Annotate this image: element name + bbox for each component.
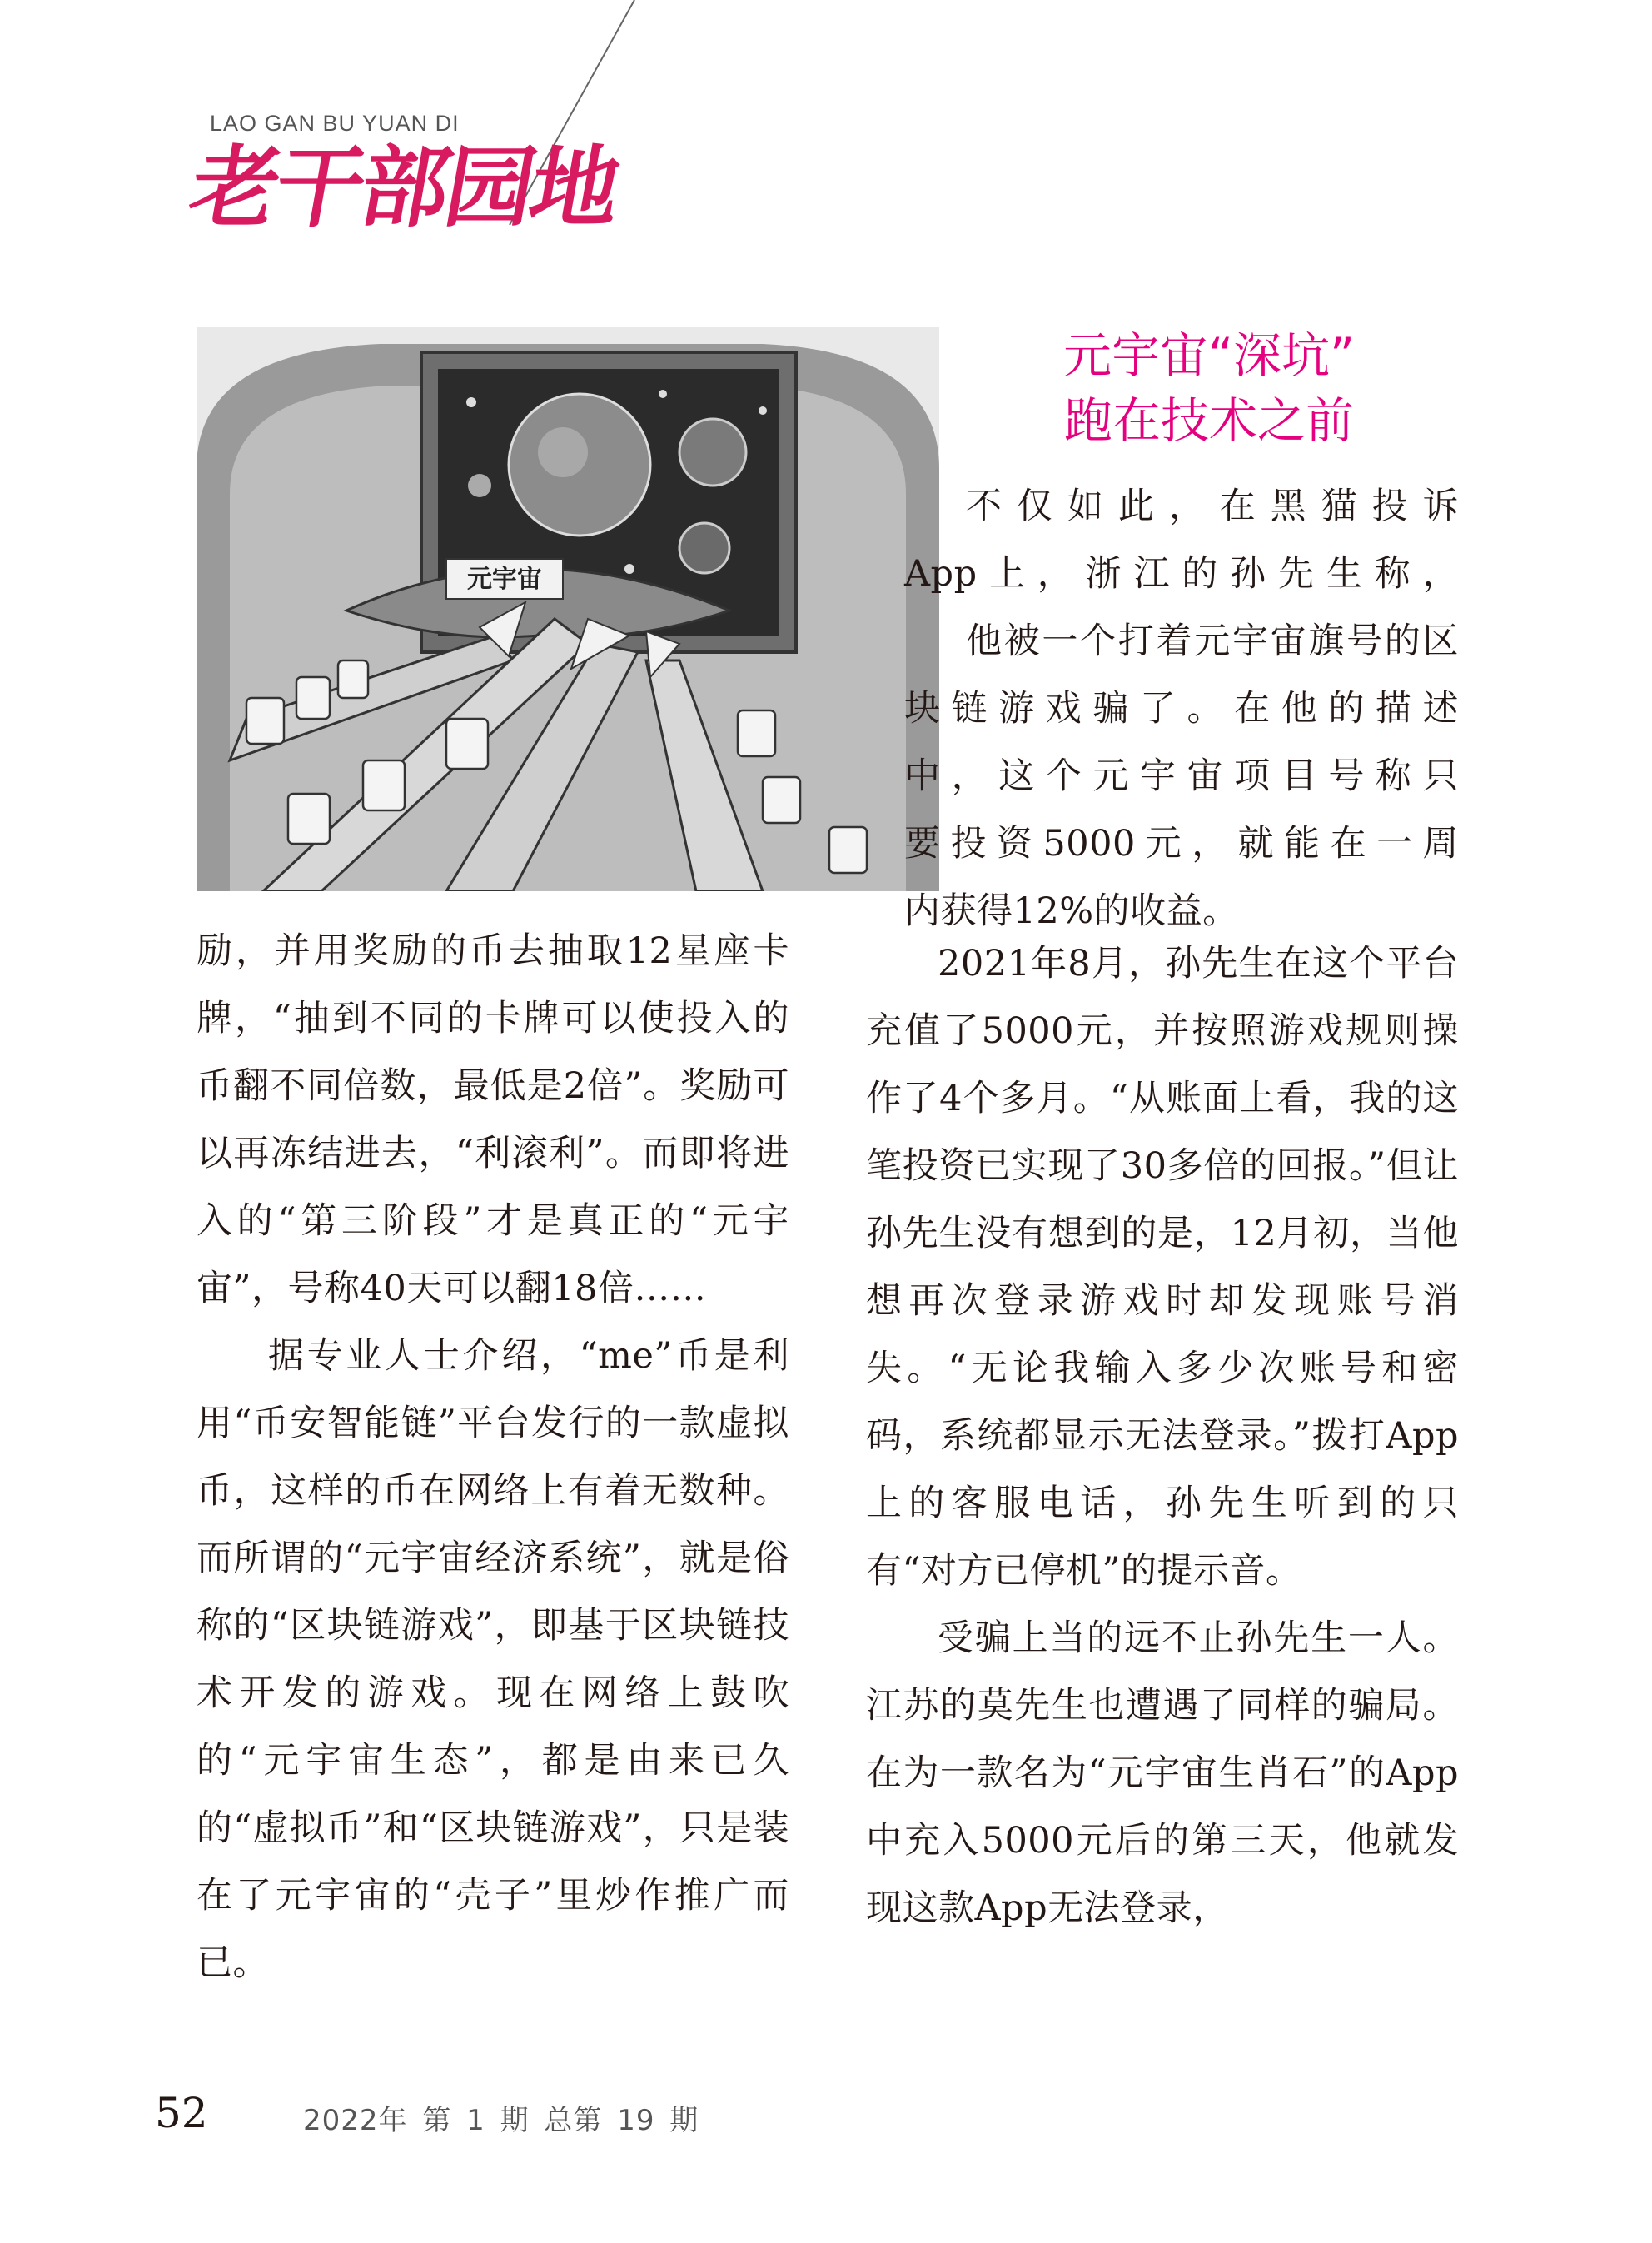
headline-line-1: 元宇宙“深坑” — [1062, 327, 1356, 384]
paragraph-line: 内获得12%的收益。 — [904, 890, 1239, 932]
metaverse-illustration — [197, 327, 939, 891]
page-number: 52 — [155, 2089, 208, 2137]
left-column — [197, 918, 789, 1997]
right-column-bottom — [866, 930, 1459, 1942]
paragraph-line: 不仅如此，在黑猫投诉 — [966, 486, 1459, 527]
illustration-label: 元宇宙 — [467, 565, 542, 594]
issue-info: 2022年 第 1 期 总第 19 期 — [303, 2104, 699, 2137]
headline-line-2: 跑在技术之前 — [1063, 392, 1354, 449]
paragraph-line: 块链游戏骗了。在他的描述 — [904, 688, 1459, 730]
paragraph: 受骗上当的远不止孙先生一人。江苏的莫先生也遭遇了同样的骗局。在为一款名为“元宇宙生肖石”的App中充入5000元后的第三天，他就发现这款App无法登录， — [866, 1617, 1459, 1929]
paragraph-line: 中，这个元宇宙项目号称只 — [904, 755, 1459, 797]
paragraph: 2021年8月，孙先生在这个平台充值了5000元，并按照游戏规则操作了4个多月。“从账面上看，我的这笔投资已实现了30多倍的回报。”但让孙先生没有想到的是，12月初，当他想再次登录游戏时却发现账号消失。“无论我输入多少次账号和密码，系统都显示无法登录。”拨打App上的客服电话，孙先生听到的只有“对方已停机”的提示音。 — [866, 943, 1459, 1592]
article-headline — [968, 323, 1450, 453]
paragraph-line: App上，浙江的孙先生称， — [904, 553, 1459, 595]
magazine-logo-english: LAO GAN BU YUAN DI — [210, 111, 460, 136]
right-column-top — [904, 473, 1459, 945]
magazine-logo: 老干部园地 — [182, 135, 626, 239]
paragraph-line: 要投资5000元，就能在一周 — [904, 823, 1459, 865]
paragraph-line: 他被一个打着元宇宙旗号的区 — [966, 621, 1459, 662]
paragraph: 励，并用奖励的币去抽取12星座卡牌，“抽到不同的卡牌可以使投入的币翻不同倍数，最低是2倍”。奖励可以再冻结进去，“利滚利”。而即将进入的“第三阶段”才是真正的“元宇宙”，号称40天可以翻18倍…… — [197, 930, 789, 1309]
paragraph: 据专业人士介绍，“me”币是利用“币安智能链”平台发行的一款虚拟币，这样的币在网络上有着无数种。而所谓的“元宇宙经济系统”，就是俗称的“区块链游戏”，即基于区块链技术开发的游戏。现在网络上鼓吹的“元宇宙生态”，都是由来已久的“虚拟币”和“区块链游戏”，只是装在了元宇宙的“壳子”里炒作推广而已。 — [197, 1335, 789, 1984]
